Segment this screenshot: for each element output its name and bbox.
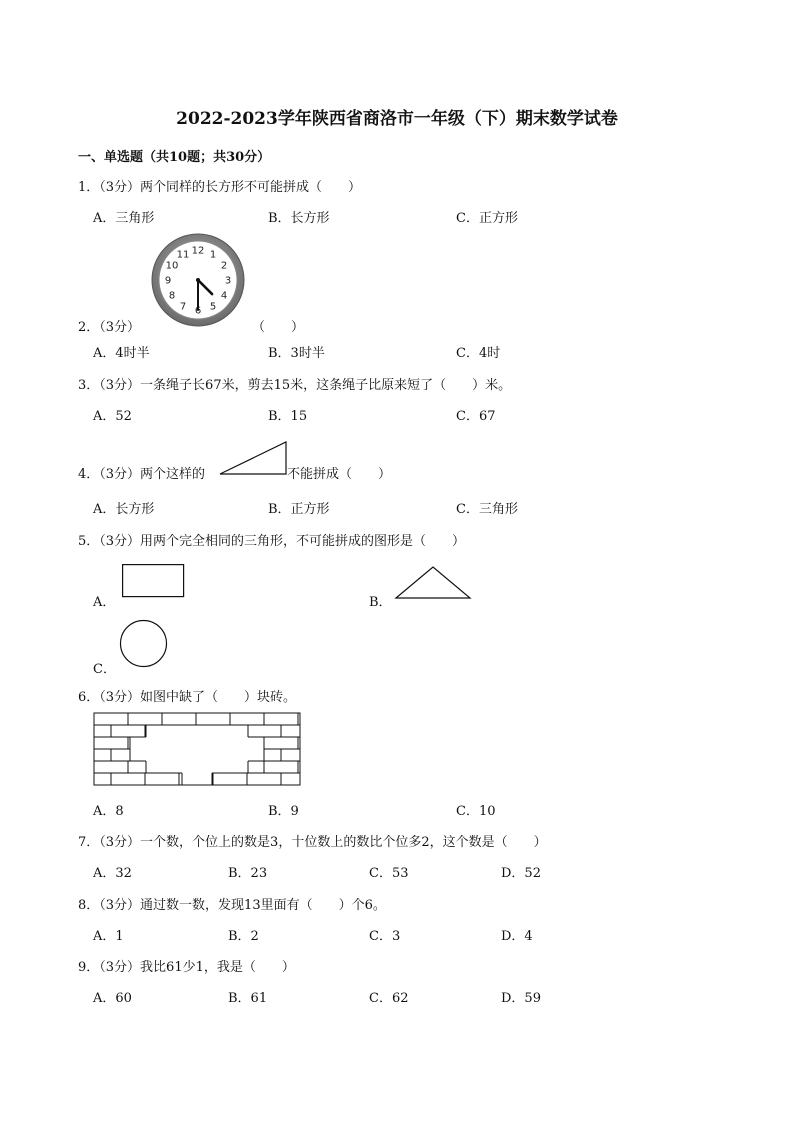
q3-option-a: A．52 (93, 409, 132, 424)
clock-numeral: 5 (209, 301, 217, 313)
q1-option-c: C．正方形 (456, 211, 518, 226)
q8-option-a: A．1 (93, 929, 124, 944)
section-heading: 一、单选题（共10题；共30分） (78, 150, 271, 165)
q5-option-a: A． (93, 595, 116, 610)
q6-option-c: C．10 (456, 804, 496, 819)
triangle-figure (395, 565, 473, 601)
q1-option-a: A．三角形 (93, 211, 155, 226)
question-5-stem: 5．（3分）用两个完全相同的三角形，不可能拼成的图形是（ ） (78, 534, 466, 549)
question-7-stem: 7．（3分）一个数，个位上的数是3，十位数上的数比个位多2，这个数是（ ） (78, 835, 547, 850)
q8-option-c: C．3 (369, 929, 401, 944)
question-3-stem: 3．（3分）一条绳子长67米，剪去15米，这条绳子比原来短了（ ）米。 (78, 378, 512, 393)
q9-option-b: B．61 (228, 991, 268, 1006)
q5-option-c: C． (93, 662, 116, 677)
page-title: 2022-2023学年陕西省商洛市一年级（下）期末数学试卷 (176, 109, 618, 129)
q6-option-b: B．9 (268, 804, 299, 819)
clock-numeral: 6 (194, 305, 202, 317)
q8-option-b: B．2 (228, 929, 259, 944)
clock-numeral: 2 (220, 260, 228, 272)
q4-option-b: B．正方形 (268, 502, 330, 517)
question-8-stem: 8．（3分）通过数一数，发现13里面有（ ）个6。 (78, 898, 386, 913)
q9-option-a: A．60 (93, 991, 132, 1006)
q2-option-a: A．4时半 (93, 346, 150, 361)
q1-option-b: B．长方形 (268, 211, 330, 226)
q5-option-b: B． (369, 595, 392, 610)
clock-numeral: 9 (164, 275, 172, 287)
circle-figure (119, 619, 169, 669)
q7-option-a: A．32 (93, 866, 132, 881)
clock-numeral: 3 (224, 275, 232, 287)
clock-numeral: 10 (165, 260, 179, 272)
q4-option-a: A．长方形 (93, 502, 155, 517)
question-1-stem: 1．（3分）两个同样的长方形不可能拼成（ ） (78, 180, 362, 195)
q7-option-c: C．53 (369, 866, 409, 881)
q9-option-c: C．62 (369, 991, 409, 1006)
q3-option-b: B．15 (268, 409, 308, 424)
right-triangle-figure (219, 440, 289, 476)
clock-numeral: 12 (191, 245, 205, 257)
q2-option-c: C．4时 (456, 346, 501, 361)
clock-numeral: 1 (209, 249, 217, 261)
question-4-stem-suffix: 不能拼成（ ） (287, 467, 392, 482)
clock-numeral: 7 (179, 301, 187, 313)
clock-numeral: 8 (168, 290, 176, 302)
q7-option-b: B．23 (228, 866, 268, 881)
q8-option-d: D．4 (501, 929, 533, 944)
clock-figure (150, 232, 246, 328)
q7-option-d: D．52 (501, 866, 541, 881)
q9-option-d: D．59 (501, 991, 541, 1006)
q6-option-a: A．8 (93, 804, 124, 819)
rectangle-figure (122, 564, 186, 600)
q3-option-c: C．67 (456, 409, 496, 424)
q4-option-c: C．三角形 (456, 502, 518, 517)
question-2-stem-prefix: 2．（3分） (78, 320, 141, 335)
question-4-stem-prefix: 4．（3分）两个这样的 (78, 467, 206, 482)
q2-option-b: B．3时半 (268, 346, 325, 361)
question-9-stem: 9．（3分）我比61少1，我是（ ） (78, 960, 295, 975)
clock-numeral: 11 (176, 249, 190, 261)
question-2-stem-suffix: （ ） (252, 320, 305, 335)
brick-wall-figure (93, 712, 303, 788)
clock-numeral: 4 (220, 290, 228, 302)
question-6-stem: 6．（3分）如图中缺了（ ）块砖。 (78, 690, 297, 705)
